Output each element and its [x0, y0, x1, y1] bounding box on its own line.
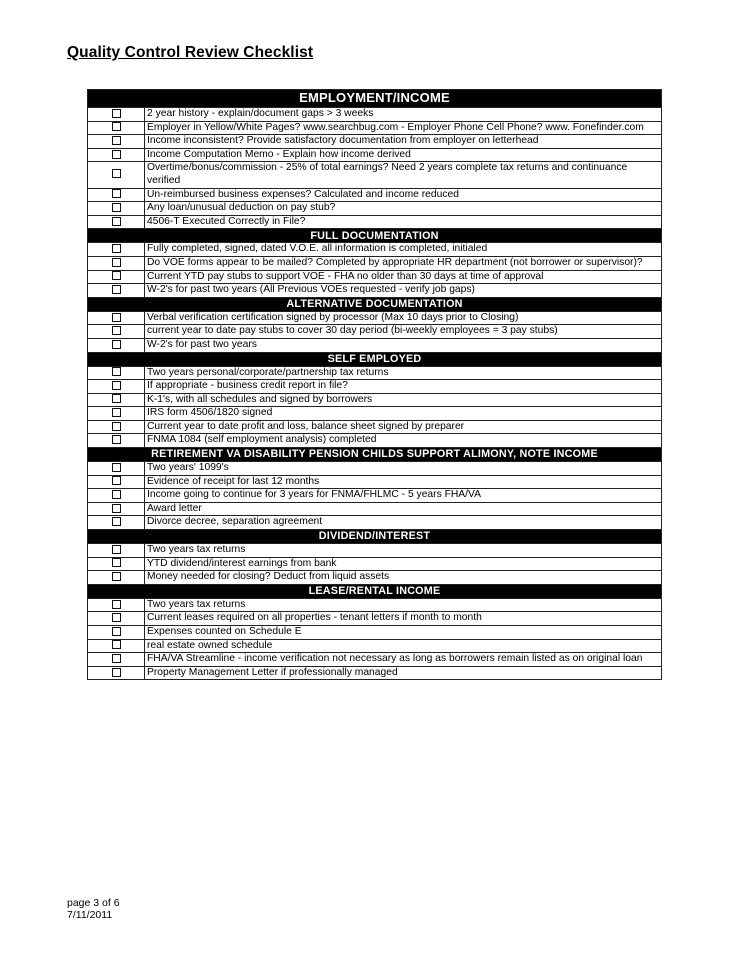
checkbox-cell — [88, 215, 145, 229]
checkbox-cell — [88, 380, 145, 394]
checklist-row — [88, 489, 662, 503]
section-header — [88, 229, 662, 243]
checklist-item-text: Expenses counted on Schedule E — [145, 626, 662, 640]
checklist-item-text: If appropriate - business credit report in file? — [145, 380, 662, 394]
checklist-row — [88, 188, 662, 202]
checklist-item-text: current year to date pay stubs to cover 30 day period (bi-weekly employees = 3 pay stubs) — [145, 325, 662, 339]
checkbox[interactable] — [112, 654, 121, 663]
checkbox-cell — [88, 612, 145, 626]
checklist-row — [88, 544, 662, 558]
checkbox[interactable] — [112, 381, 121, 390]
checkbox-cell — [88, 475, 145, 489]
checklist-item-text: Two years tax returns — [145, 598, 662, 612]
checkbox-cell — [88, 557, 145, 571]
checklist-item-text: Two years personal/corporate/partnership tax returns — [145, 366, 662, 380]
checkbox[interactable] — [112, 476, 121, 485]
checkbox-cell — [88, 162, 145, 188]
checklist-row — [88, 270, 662, 284]
checklist-row — [88, 108, 662, 122]
checkbox-cell — [88, 434, 145, 448]
section-heading: ALTERNATIVE DOCUMENTATION — [88, 297, 662, 311]
checklist-item-text: Income going to continue for 3 years for FNMA/FHLMC - 5 years FHA/VA — [145, 489, 662, 503]
checkbox-cell — [88, 393, 145, 407]
checkbox-cell — [88, 462, 145, 476]
checkbox[interactable] — [112, 367, 121, 376]
checklist-row — [88, 366, 662, 380]
section-heading: LEASE/RENTAL INCOME — [88, 584, 662, 598]
checkbox[interactable] — [112, 109, 121, 118]
checkbox-cell — [88, 420, 145, 434]
checkbox[interactable] — [112, 169, 121, 178]
checkbox[interactable] — [112, 394, 121, 403]
checklist-table — [87, 89, 662, 680]
checklist-row — [88, 653, 662, 667]
checklist-row — [88, 380, 662, 394]
checkbox[interactable] — [112, 463, 121, 472]
checkbox[interactable] — [112, 326, 121, 335]
checkbox-cell — [88, 571, 145, 585]
checkbox-cell — [88, 407, 145, 421]
checkbox-cell — [88, 626, 145, 640]
checklist-row — [88, 557, 662, 571]
checkbox-cell — [88, 148, 145, 162]
checklist-row — [88, 639, 662, 653]
checklist-item-text: K-1's, with all schedules and signed by borrowers — [145, 393, 662, 407]
checkbox-cell — [88, 639, 145, 653]
checkbox[interactable] — [112, 203, 121, 212]
checklist-item-text: FHA/VA Streamline - income verification not necessary as long as borrowers remain listed as on original loan — [145, 653, 662, 667]
checkbox[interactable] — [112, 408, 121, 417]
checklist-row — [88, 135, 662, 149]
checklist-row — [88, 502, 662, 516]
checklist-item-text: Income inconsistent? Provide satisfactory documentation from employer on letterhead — [145, 135, 662, 149]
checklist-row — [88, 256, 662, 270]
section-header — [88, 90, 662, 108]
checkbox-cell — [88, 284, 145, 298]
checkbox-cell — [88, 202, 145, 216]
checklist-row — [88, 420, 662, 434]
checklist-row — [88, 243, 662, 257]
checklist-item-text: Evidence of receipt for last 12 months — [145, 475, 662, 489]
checkbox-cell — [88, 311, 145, 325]
checkbox-cell — [88, 489, 145, 503]
checklist-item-text: Divorce decree, separation agreement — [145, 516, 662, 530]
checkbox-cell — [88, 366, 145, 380]
checklist-item-text: Employer in Yellow/White Pages? www.searchbug.com - Employer Phone Cell Phone? www. Fonefinder.com — [145, 121, 662, 135]
checkbox[interactable] — [112, 572, 121, 581]
section-header — [88, 448, 662, 462]
checklist-row — [88, 338, 662, 352]
section-heading: FULL DOCUMENTATION — [88, 229, 662, 243]
section-heading: EMPLOYMENT/INCOME — [88, 90, 662, 108]
checklist-item-text: IRS form 4506/1820 signed — [145, 407, 662, 421]
checklist-item-text: Award letter — [145, 502, 662, 516]
checkbox-cell — [88, 135, 145, 149]
checkbox-cell — [88, 325, 145, 339]
checklist-row — [88, 598, 662, 612]
checklist-row — [88, 434, 662, 448]
checklist-item-text: Un-reimbursed business expenses? Calculated and income reduced — [145, 188, 662, 202]
checkbox[interactable] — [112, 504, 121, 513]
checkbox-cell — [88, 598, 145, 612]
page-footer — [67, 897, 120, 921]
checklist-item-text: Income Computation Memo - Explain how income derived — [145, 148, 662, 162]
checklist-row — [88, 516, 662, 530]
section-header — [88, 297, 662, 311]
checkbox-cell — [88, 108, 145, 122]
section-header — [88, 352, 662, 366]
checkbox[interactable] — [112, 217, 121, 226]
checkbox[interactable] — [112, 258, 121, 267]
checklist-item-text: 4506-T Executed Correctly in File? — [145, 215, 662, 229]
page-number: page 3 of 6 — [67, 897, 120, 909]
checklist-row — [88, 666, 662, 680]
checkbox[interactable] — [112, 189, 121, 198]
checklist-item-text: FNMA 1084 (self employment analysis) completed — [145, 434, 662, 448]
checklist-item-text: W-2's for past two years — [145, 338, 662, 352]
checkbox[interactable] — [112, 668, 121, 677]
checklist-row — [88, 202, 662, 216]
checklist-row — [88, 121, 662, 135]
checklist-row — [88, 462, 662, 476]
checkbox-cell — [88, 188, 145, 202]
checklist-row — [88, 626, 662, 640]
checkbox-cell — [88, 653, 145, 667]
checkbox-cell — [88, 666, 145, 680]
checkbox[interactable] — [112, 600, 121, 609]
checklist-row — [88, 612, 662, 626]
checklist-item-text: real estate owned schedule — [145, 639, 662, 653]
checklist-item-text: Current leases required on all properties - tenant letters if month to month — [145, 612, 662, 626]
section-header — [88, 530, 662, 544]
section-heading: DIVIDEND/INTEREST — [88, 530, 662, 544]
checklist-row — [88, 393, 662, 407]
checkbox-cell — [88, 502, 145, 516]
checkbox[interactable] — [112, 285, 121, 294]
checkbox-cell — [88, 270, 145, 284]
checkbox[interactable] — [112, 558, 121, 567]
checklist-item-text: YTD dividend/interest earnings from bank — [145, 557, 662, 571]
checklist-item-text: Two years tax returns — [145, 544, 662, 558]
checkbox[interactable] — [112, 490, 121, 499]
checkbox[interactable] — [112, 313, 121, 322]
section-header — [88, 584, 662, 598]
checkbox[interactable] — [112, 545, 121, 554]
checklist-item-text: Current YTD pay stubs to support VOE - FHA no older than 30 days at time of approval — [145, 270, 662, 284]
section-heading: RETIREMENT VA DISABILITY PENSION CHILDS SUPPORT ALIMONY, NOTE INCOME — [88, 448, 662, 462]
checkbox-cell — [88, 121, 145, 135]
checkbox[interactable] — [112, 340, 121, 349]
checkbox[interactable] — [112, 627, 121, 636]
checklist-item-text: Fully completed, signed, dated V.O.E. all information is completed, initialed — [145, 243, 662, 257]
checkbox[interactable] — [112, 150, 121, 159]
checkbox[interactable] — [112, 136, 121, 145]
checklist-row — [88, 284, 662, 298]
document-date: 7/11/2011 — [67, 909, 113, 921]
checkbox[interactable] — [112, 422, 121, 431]
checklist-item-text: Property Management Letter if professionally managed — [145, 666, 662, 680]
checklist-row — [88, 407, 662, 421]
checklist-row — [88, 325, 662, 339]
checkbox[interactable] — [112, 244, 121, 253]
checklist-row — [88, 162, 662, 188]
checklist-item-text: Current year to date profit and loss, balance sheet signed by preparer — [145, 420, 662, 434]
checklist-row — [88, 148, 662, 162]
checkbox-cell — [88, 338, 145, 352]
checkbox[interactable] — [112, 271, 121, 280]
checklist-item-text: Two years' 1099's — [145, 462, 662, 476]
checklist-row — [88, 475, 662, 489]
checkbox[interactable] — [112, 640, 121, 649]
checklist-row — [88, 571, 662, 585]
checklist-row — [88, 215, 662, 229]
checklist-item-text: Money needed for closing? Deduct from liquid assets — [145, 571, 662, 585]
section-heading: SELF EMPLOYED — [88, 352, 662, 366]
checkbox-cell — [88, 544, 145, 558]
checklist-item-text: Any loan/unusual deduction on pay stub? — [145, 202, 662, 216]
checklist-item-text: Verbal verification certification signed by processor (Max 10 days prior to Closing) — [145, 311, 662, 325]
checkbox-cell — [88, 516, 145, 530]
checklist-item-text: 2 year history - explain/document gaps > 3 weeks — [145, 108, 662, 122]
checkbox-cell — [88, 243, 145, 257]
checklist-item-text: Do VOE forms appear to be mailed? Completed by appropriate HR department (not borrower or supervisor)? — [145, 256, 662, 270]
checklist-item-text: Overtime/bonus/commission - 25% of total earnings? Need 2 years complete tax returns and continuance verified — [145, 162, 662, 188]
checkbox[interactable] — [112, 517, 121, 526]
checkbox-cell — [88, 256, 145, 270]
page-title: Quality Control Review Checklist — [67, 44, 314, 61]
checklist-item-text: W-2's for past two years (All Previous VOEs requested - verify job gaps) — [145, 284, 662, 298]
checkbox[interactable] — [112, 435, 121, 444]
checklist-row — [88, 311, 662, 325]
checkbox[interactable] — [112, 122, 121, 131]
checkbox[interactable] — [112, 613, 121, 622]
